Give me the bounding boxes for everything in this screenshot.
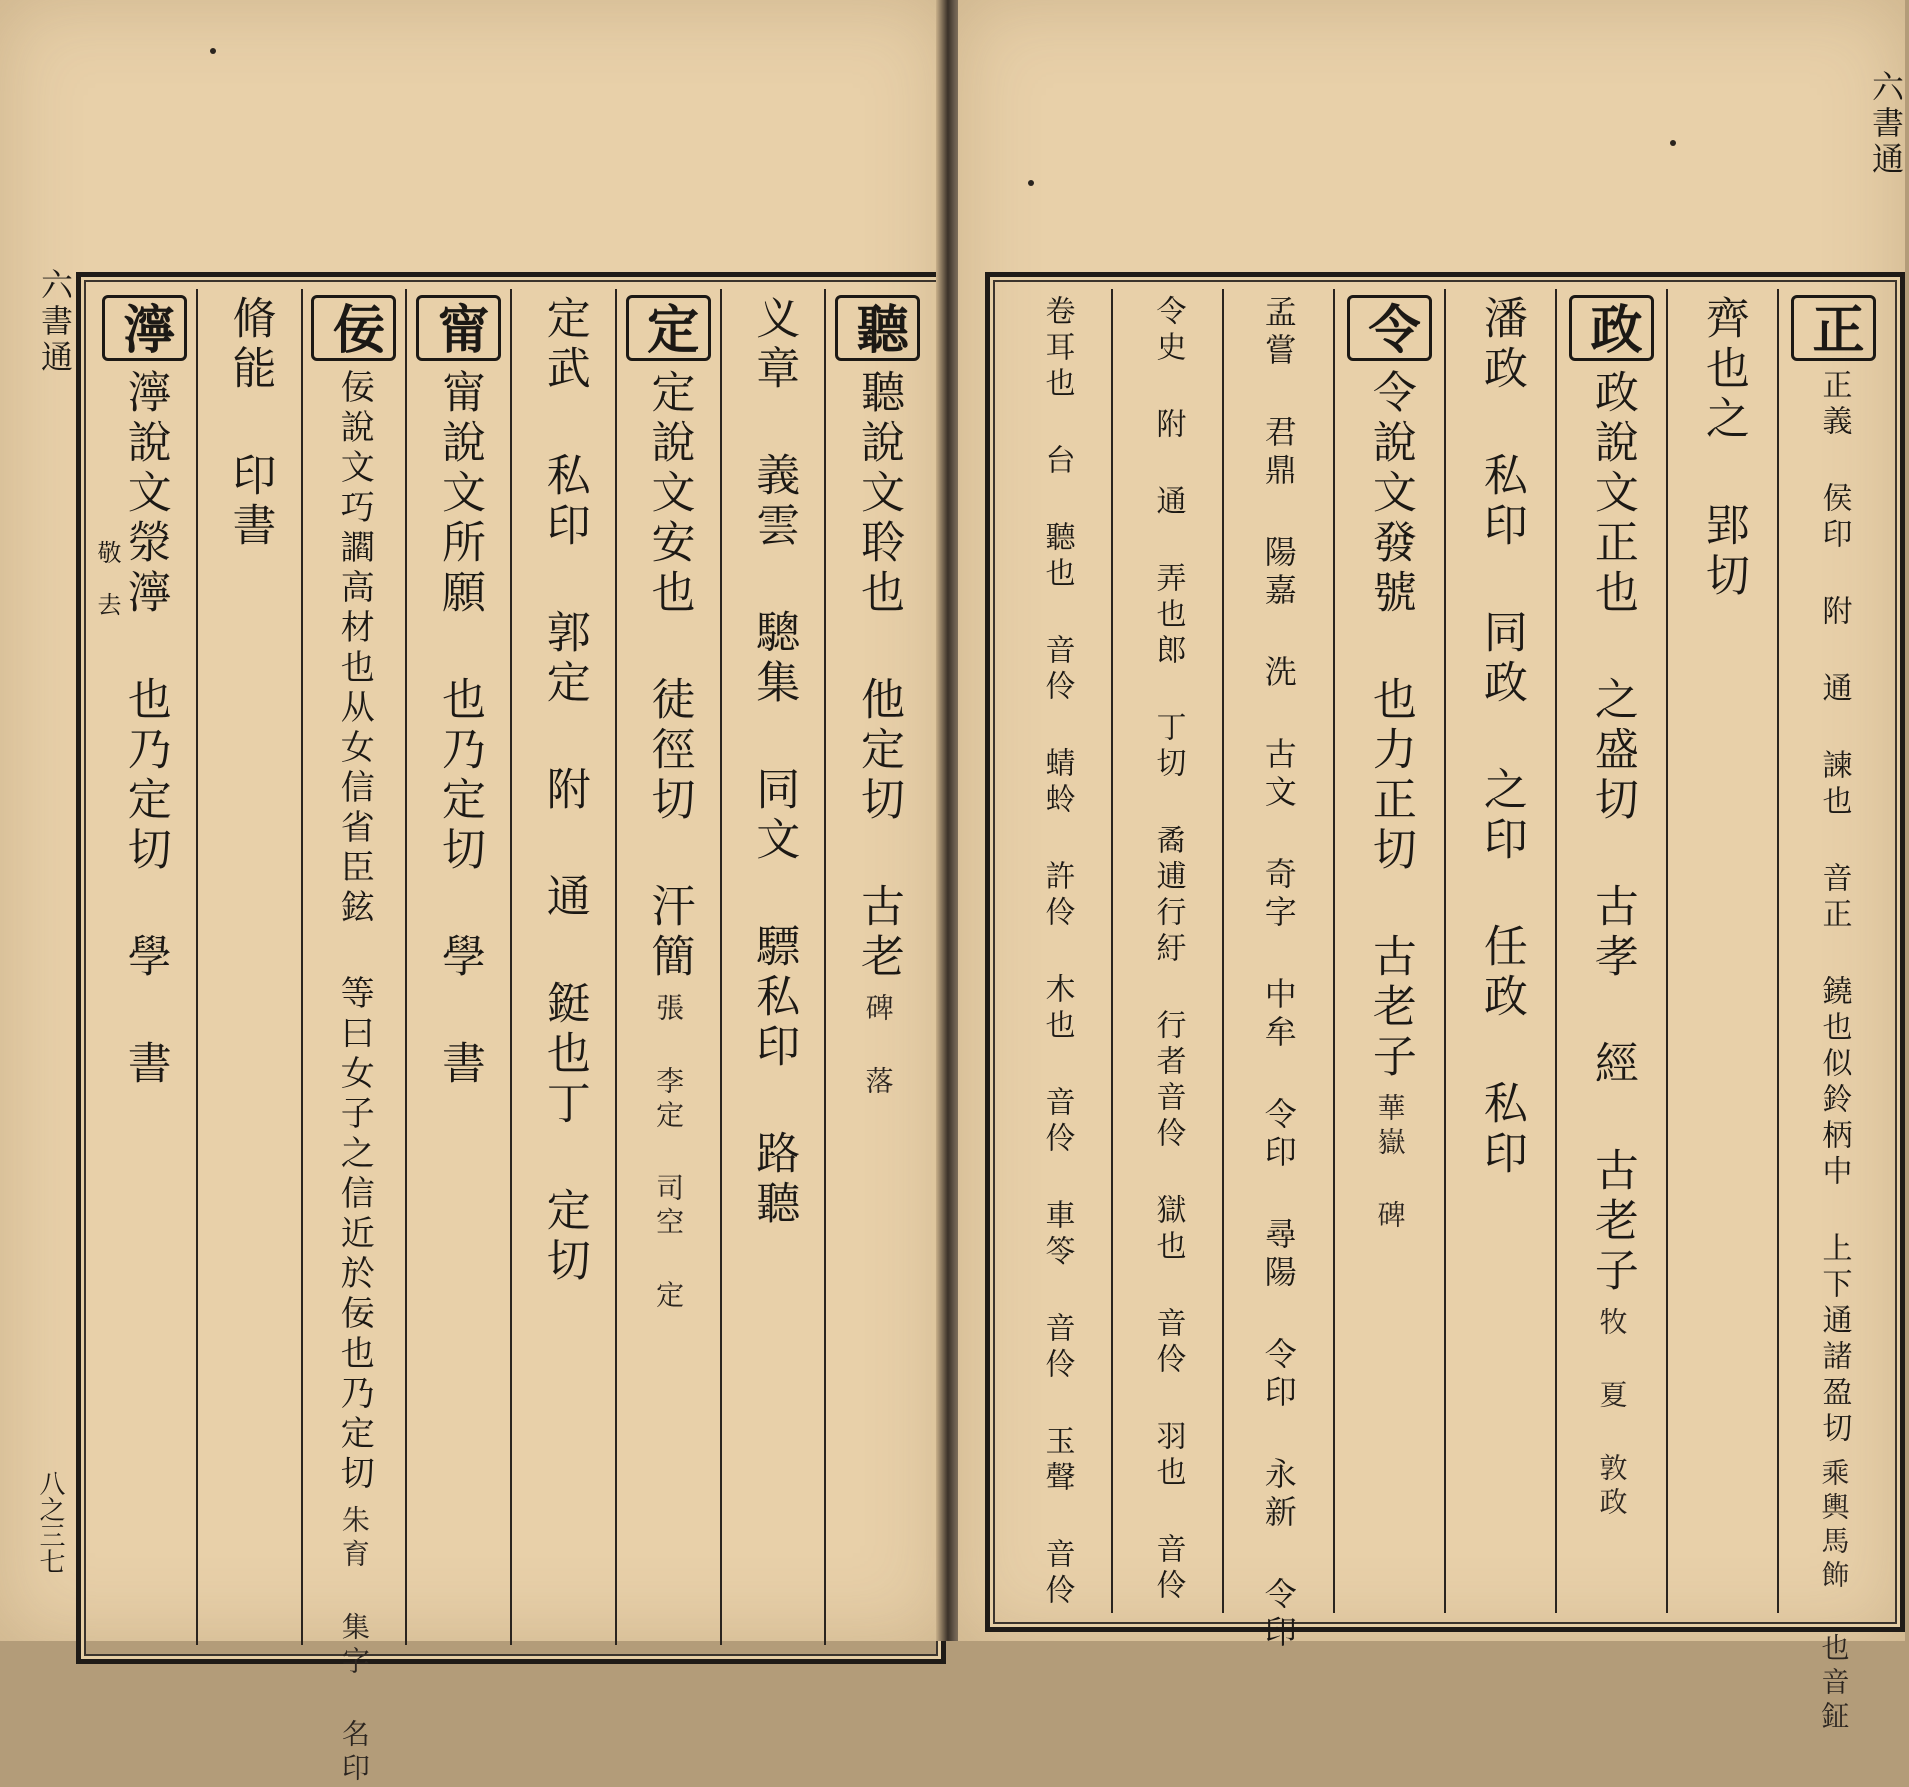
column-body: 孟嘗 君鼎 陽嘉 洗 古文 奇字 中牟 令印 尋陽 令印 永新 令印 [1259, 295, 1298, 1653]
headword: 定 [626, 295, 711, 361]
folio-number: 八之三七 [35, 1470, 65, 1574]
headword: 甯 [416, 295, 501, 361]
column-note: 張 李定 司空 定 [652, 993, 686, 1314]
right-frame [985, 272, 1905, 1735]
column-body: 政說文正也 之盛切 古孝 經 古老子 [1586, 369, 1638, 1297]
column [720, 289, 825, 1645]
ink-speck [1028, 180, 1034, 186]
column-note: 碑 落 [861, 993, 895, 1100]
ink-speck [1670, 140, 1676, 146]
headword: 濘 [102, 295, 187, 361]
right-page [958, 0, 1905, 1735]
column-note: 乘輿馬飾 也音鉦 [1817, 1458, 1851, 1735]
left-frame [76, 272, 946, 1787]
column [1555, 289, 1666, 1613]
right-margin-title: 六書通 [1867, 70, 1905, 178]
headword: 政 [1569, 295, 1654, 361]
column-body: 甯說文所願 也乃定切 學 書 [434, 369, 486, 1090]
column [1111, 289, 1222, 1613]
column [1222, 289, 1333, 1653]
ink-speck [210, 48, 216, 54]
column-body: 聽說文聆也 他定切 古老 [853, 369, 905, 983]
headword: 正 [1791, 295, 1876, 361]
column-body: 濘說文滎濘 也乃定切 學 書 [119, 369, 171, 1090]
column [1666, 289, 1777, 1613]
headword: 佞 [311, 295, 396, 361]
column [301, 289, 406, 1787]
column-body: 令史 附 通 弄也郎 丁切 矞逋行紆 行者音伶 獄也 音伶 羽也 音伶 [1150, 295, 1186, 1605]
left-page [0, 0, 948, 1787]
left-margin-title: 六書通 [36, 268, 74, 376]
column-body: 齊也之 郢切 [1697, 295, 1749, 602]
column-body: 正義 侯印 附 通 諫也 音正 鐃也似鈴柄中 上下通諸盈切 [1816, 369, 1852, 1448]
column-note: 華嶽 碑 [1373, 1093, 1407, 1234]
column [196, 289, 301, 1645]
column-body: 佞說文巧讇高材也从女信省臣鉉 等曰女子之信近於佞也乃定切 [334, 369, 375, 1495]
headword: 聽 [835, 295, 920, 361]
column [1444, 289, 1555, 1613]
column [93, 289, 196, 1645]
column-note: 牧 夏 敦政 [1595, 1307, 1629, 1521]
column-body: 令說文發號 也力正切 古老子 [1364, 369, 1416, 1083]
column [1333, 289, 1444, 1613]
column-body: 定武 私印 郭定 附 通 鋌也丁 定切 [538, 295, 590, 1287]
column-note: 朱育 集字 名印 [337, 1505, 371, 1787]
column [405, 289, 510, 1645]
column [824, 289, 929, 1645]
column-body: 脩能 印書 [224, 295, 276, 552]
column [1002, 289, 1111, 1613]
column [510, 289, 615, 1645]
column-body: 义章 義雲 驄集 同文 驃私印 路聽 [748, 295, 800, 1230]
mid-mark: 敬 去 [93, 540, 121, 616]
column-body: 定說文安也 徒徑切 汗簡 [643, 369, 695, 983]
column [1777, 289, 1888, 1735]
column-body: 卷耳也 台 聽也 音伶 蜻蛉 許伶 木也 音伶 車笭 音伶 玉聲 音伶 [1039, 295, 1075, 1610]
column-body: 潘政 私印 同政 之印 任政 私印 [1475, 295, 1527, 1180]
left-columns [93, 289, 929, 1787]
right-columns [1002, 289, 1888, 1735]
headword: 令 [1347, 295, 1432, 361]
column [615, 289, 720, 1645]
